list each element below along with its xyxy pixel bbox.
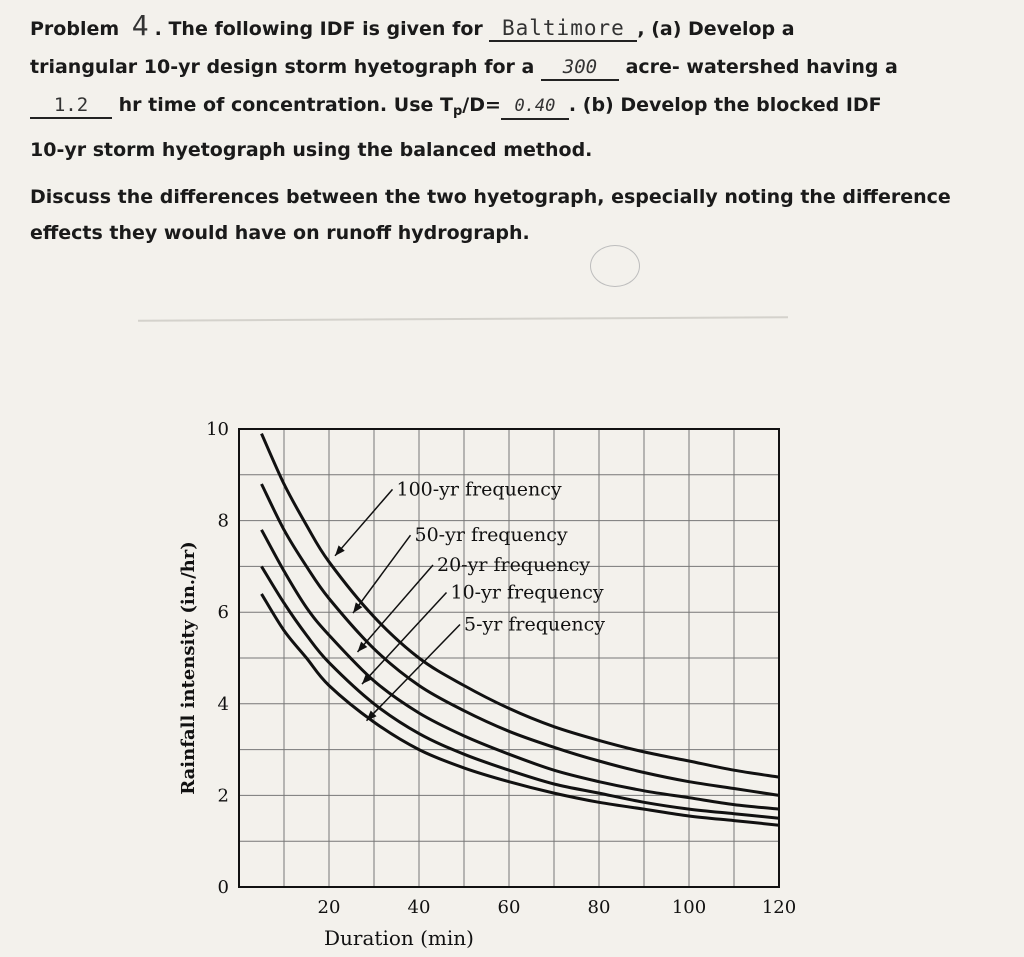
problem-text: . (b) Develop the blocked IDF bbox=[568, 94, 882, 116]
series-label-1: 50-yr frequency bbox=[414, 524, 568, 547]
x-tick-label: 20 bbox=[317, 897, 341, 918]
problem-text: hr time of concentration. Use T bbox=[118, 94, 453, 116]
area-handwritten: 300 bbox=[541, 55, 619, 81]
x-tick-label: 80 bbox=[587, 897, 611, 918]
problem-text: 10-yr storm hyetograph using the balanced method. bbox=[30, 139, 593, 161]
problem-number-handwritten: 4 bbox=[131, 9, 149, 42]
x-ticks bbox=[318, 897, 797, 918]
series-label-4: 5-yr frequency bbox=[464, 613, 605, 636]
ratio-handwritten: 0.40 bbox=[501, 94, 569, 120]
y-axis-label: Rainfall intensity (in./hr) bbox=[178, 541, 199, 795]
curve-series-3 bbox=[262, 566, 780, 818]
problem-text: . The following IDF is given for bbox=[154, 18, 483, 40]
x-axis-label: Duration (min) bbox=[324, 926, 474, 950]
y-tick-label: 8 bbox=[217, 510, 229, 532]
series-label-2: 20-yr frequency bbox=[437, 553, 591, 576]
problem-text: , (a) Develop a bbox=[637, 18, 795, 40]
problem-text: /D= bbox=[462, 94, 501, 116]
y-tick-label: 0 bbox=[217, 877, 229, 898]
city-handwritten: Baltimore bbox=[489, 16, 637, 42]
problem-prefix: Problem bbox=[30, 18, 120, 40]
series-label-3: 10-yr frequency bbox=[450, 581, 604, 604]
y-tick-label: 10 bbox=[206, 419, 229, 440]
x-tick-label: 120 bbox=[761, 897, 797, 918]
leader-line bbox=[335, 489, 393, 555]
y-ticks bbox=[206, 419, 229, 898]
x-tick-label: 40 bbox=[407, 897, 431, 918]
x-tick-label: 100 bbox=[671, 897, 707, 918]
tp-subscript: p bbox=[452, 104, 463, 119]
series-label-0: 100-yr frequency bbox=[396, 478, 562, 501]
x-tick-label: 60 bbox=[497, 897, 521, 918]
y-tick-label: 6 bbox=[217, 602, 229, 624]
problem-text: triangular 10-yr design storm hyetograph for a bbox=[30, 56, 535, 78]
leader-line bbox=[362, 592, 447, 684]
annotations-group bbox=[335, 478, 605, 720]
y-tick-label: 4 bbox=[217, 693, 229, 715]
y-tick-label: 2 bbox=[217, 785, 229, 807]
leader-line bbox=[367, 625, 461, 721]
tc-handwritten: 1.2 bbox=[30, 93, 112, 119]
discussion-prompt: Discuss the differences between the two hyetograph, especially noting the difference effects they would have on runoff hydrograph. bbox=[30, 186, 951, 244]
problem-text: acre- watershed having a bbox=[625, 56, 898, 78]
